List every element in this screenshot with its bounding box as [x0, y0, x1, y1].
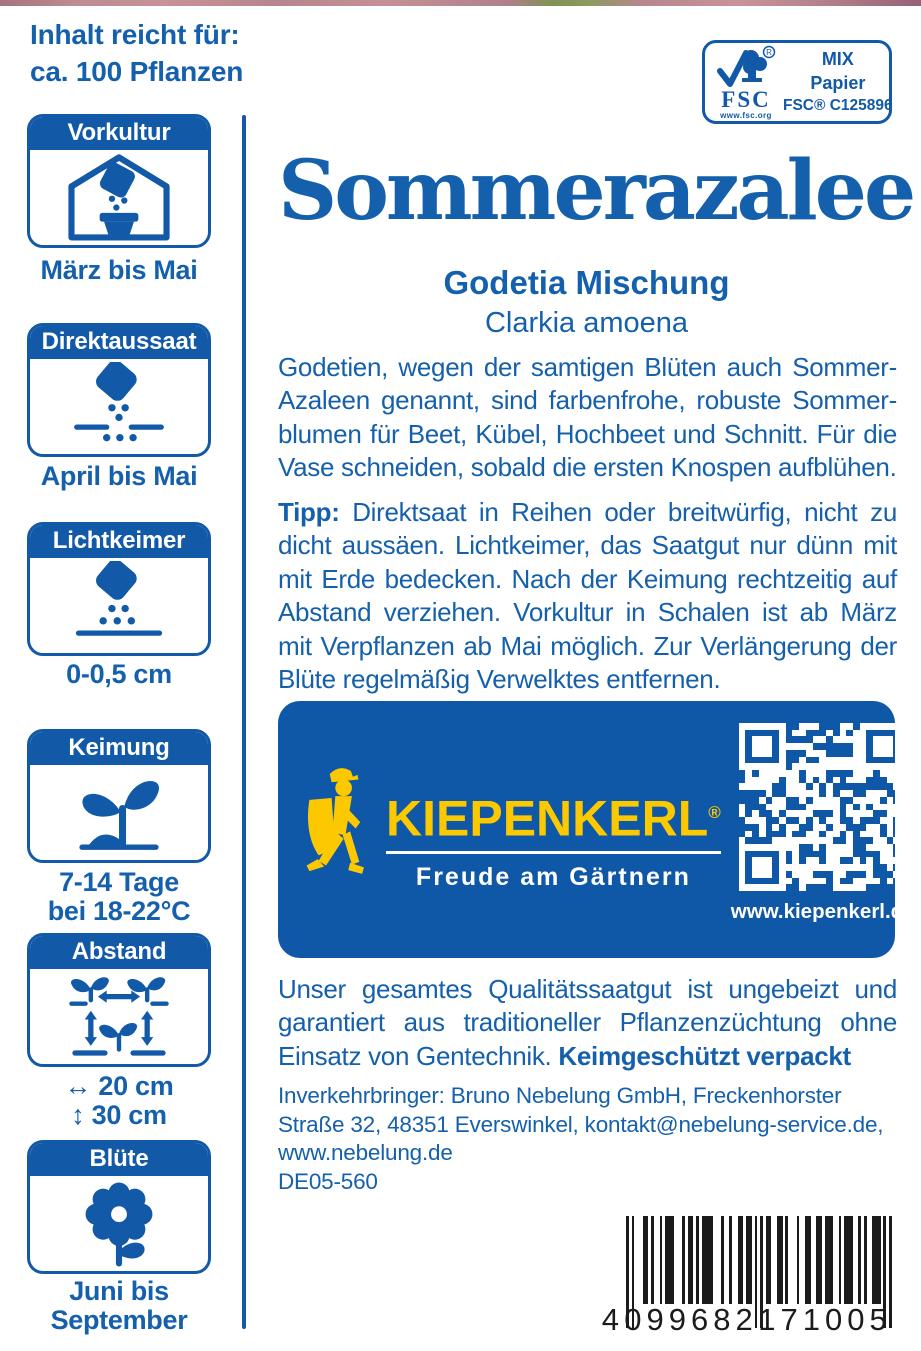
yield-line1: Inhalt reicht für: [30, 19, 240, 50]
light-germinator-icon [57, 561, 181, 649]
precultivation-icon [57, 153, 181, 241]
direct-sowing-icon [57, 362, 181, 450]
card-keimung-caption: 7-14 Tage bei 18-22°C [47, 867, 191, 926]
card-keimung [27, 729, 211, 863]
card-abstand-caption: ↔ 20 cm ↕ 30 cm [64, 1071, 174, 1130]
card-lichtkeimer-header: Lichtkeimer [30, 525, 208, 558]
yield-line2: ca. 100 Pflanzen [30, 56, 244, 87]
germ-protected-label: Keimgeschützt verpackt [558, 1040, 851, 1071]
variety-name: Godetia Mischung [443, 264, 730, 301]
card-abstand [27, 933, 211, 1067]
fsc-mix: MIX [821, 49, 854, 69]
qr-code [739, 723, 907, 891]
card-abstand-header: Abstand [30, 936, 208, 969]
card-bluete [27, 1140, 211, 1274]
card-lichtkeimer-caption: 0-0,5 cm [66, 659, 172, 689]
fsc-name: FSC [721, 86, 771, 112]
brand-name: KIEPENKERL® [386, 790, 721, 847]
spacing-icon [57, 972, 181, 1060]
brand-rule [386, 851, 721, 854]
content-yield-note [30, 16, 243, 90]
fsc-cert-number: FSC® C125896 [783, 97, 893, 114]
description-paragraph: Godetien, wegen der samtigen Blüten auch Sommer- Azaleen genannt, sind farbenfrohe, robuste Sommer- blumen für Beet, Kübel, Hochbeet und Schnitt. Für die Vase schneiden, sobald die ersten Knospen aufblühen. [278, 352, 897, 483]
vertical-divider [242, 115, 246, 1329]
brand-box [278, 701, 915, 958]
card-vorkultur [27, 114, 211, 248]
botanical-name: Clarkia amoena [484, 307, 689, 339]
fsc-label [702, 40, 892, 124]
fsc-paper: Papier [810, 73, 866, 93]
svg-text:R: R [766, 47, 772, 57]
barcode-digits: 4 099682 171005 [601, 1302, 892, 1337]
bloom-icon [57, 1179, 181, 1267]
tip-paragraph: Tipp: Direktsaat in Reihen oder breitwürfig, nicht zu dicht aussäen. Lichtkeimer, das Saatgut nur dünn mit mit Erde bedecken. Nach der Keimung rechtzeitig auf Abstand verziehen. Vorkultur in Schalen ist ab März mit Verpflanzen ab Mai möglich. Zur Verlängerung der Blüte regelmäßig Verwelktes entfernen. [278, 497, 897, 695]
page-title: Sommerazalee [278, 143, 914, 239]
card-lichtkeimer [27, 522, 211, 656]
quality-paragraph: Unser gesamtes Qualitätssaatgut ist ungebeizt und garantiert aus traditioneller Pflanzenzüchtung ohne Einsatz von Gentechnik. Keimgeschützt verpackt [278, 974, 897, 1071]
card-vorkultur-caption: März bis Mai [40, 255, 198, 285]
card-bluete-caption: Juni bis September [50, 1276, 188, 1335]
card-keimung-header: Keimung [30, 732, 208, 765]
fsc-site: www.fsc.org [720, 110, 772, 120]
tip-label: Tipp: [278, 497, 340, 527]
kiepenkerl-figure-icon [302, 759, 376, 887]
card-vorkultur-header: Vorkultur [30, 117, 208, 150]
card-direktaussaat-caption: April bis Mai [40, 461, 198, 491]
batch-code: DE05-560 [278, 1168, 378, 1194]
distributor-info: Inverkehrbringer: Bruno Nebelung GmbH, Freckenhorster Straße 32, 48351 Everswinkel, kontakt@nebelung-service.de, www.nebelung.de DE05-560 [278, 1082, 897, 1196]
photo-edge-strip [0, 0, 921, 6]
brand-slogan: Freude am Gärtnern [415, 862, 691, 891]
fsc-tree-check-icon [715, 45, 777, 89]
brand-website: www.kiepenkerl.de [730, 900, 915, 923]
ean-barcode [598, 1216, 898, 1338]
germination-icon [57, 768, 181, 856]
card-bluete-header: Blüte [30, 1143, 208, 1176]
registered-mark: ® [708, 803, 721, 822]
card-direktaussaat-header: Direktaussaat [30, 326, 208, 359]
fsc-logo [715, 45, 777, 120]
card-direktaussaat [27, 323, 211, 457]
